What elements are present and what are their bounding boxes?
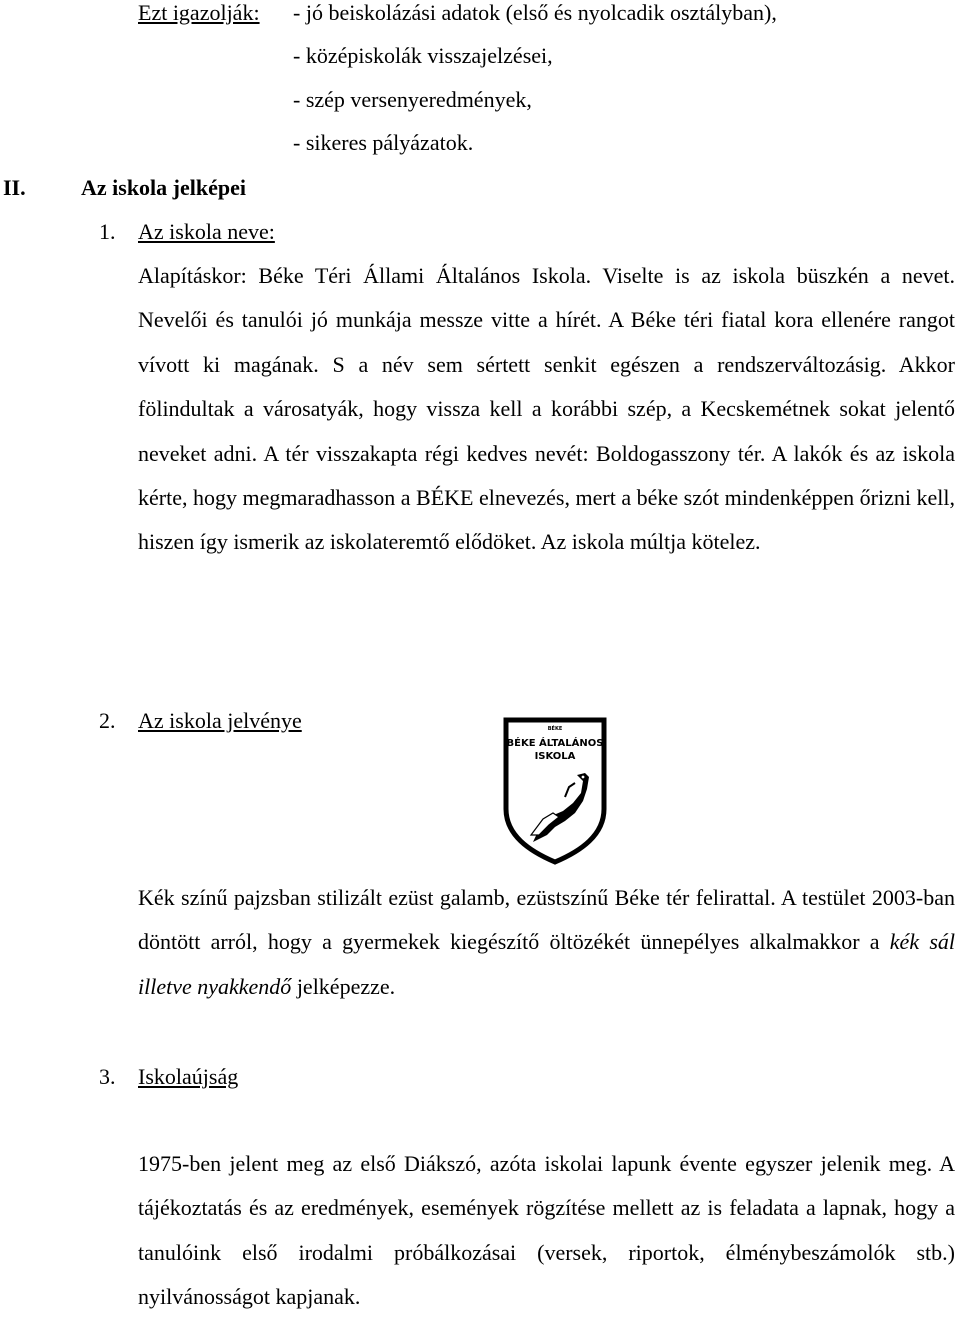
intro-item-2: - középiskolák visszajelzései,	[293, 43, 553, 68]
item3-body	[138, 1142, 955, 1320]
item3-body-text: 1975-ben jelent meg az első Diákszó, azóta iskolai lapunk évente egyszer jelenik meg. A tájékoztatás és az eredmények, események rögzítése mellett az is feladata a lapnak, hogy a tanulóink első irodalmi próbálkozásai (versek, riportok, élménybeszámolók stb.) nyilvánosságot kapjanak.	[138, 1151, 955, 1310]
item3-number: 3.	[99, 1064, 116, 1089]
item1-body-text: Alapításkor: Béke Téri Állami Általános Iskola. Viselte is az iskola büszkén a nevet. Nevelői és tanulói jó munkája messze vitte a hírét. A Béke téri fiatal kora ellenére rangot vívott ki magának. S a név sem sértett senkit egészen a rendszerváltozásig. Akkor fölindultak a városatyák, hogy vissza kell a korábbi szép, a Kecskemétnek sokat jelentő neveket adni. A tér visszakapta régi kedves nevét: Boldogasszony tér. A lakók és az iskola kérte, hogy megmaradhasson a BÉKE elnevezés, mert a béke szót mindenképpen őrizni kell, hiszen így ismerik az iskolateremtő elődöket. Az iskola múltja kötelez.	[138, 263, 955, 555]
section-title: Az iskola jelképei	[81, 175, 246, 200]
item2-body-part2: jelképezze.	[296, 973, 396, 999]
item1-title: Az iskola neve:	[138, 219, 275, 244]
item2-title: Az iskola jelvénye	[138, 708, 302, 733]
item2-body-italic: kék sál illetve nyakkendő	[138, 929, 956, 999]
item2-body-part1: Kék színű pajzsban stilizált ezüst galamb, ezüstszínű Béke tér felirattal. A testület 2003-ban döntött arról, hogy a gyermekek kiegészítő öltözékét ünnepélyes alkalmakkor a	[138, 885, 955, 955]
badge-line-1: BÉKE ÁLTALÁNOS	[506, 738, 604, 749]
badge-line-2: ISKOLA	[534, 751, 576, 762]
school-badge-image	[503, 717, 607, 865]
intro-item-1: - jó beiskolázási adatok (első és nyolcadik osztályban),	[293, 0, 777, 25]
badge-small-text: BÉKE	[547, 726, 563, 732]
item2-number: 2.	[99, 708, 116, 733]
item3-title: Iskolaújság	[138, 1064, 239, 1089]
intro-item-4: - sikeres pályázatok.	[293, 130, 474, 155]
item1-body	[138, 254, 955, 565]
intro-label: Ezt igazolják:	[138, 0, 260, 25]
intro-item-3: - szép versenyeredmények,	[293, 87, 532, 112]
section-number: II.	[3, 175, 26, 200]
item1-number: 1.	[99, 219, 116, 244]
item2-body	[138, 876, 955, 1009]
